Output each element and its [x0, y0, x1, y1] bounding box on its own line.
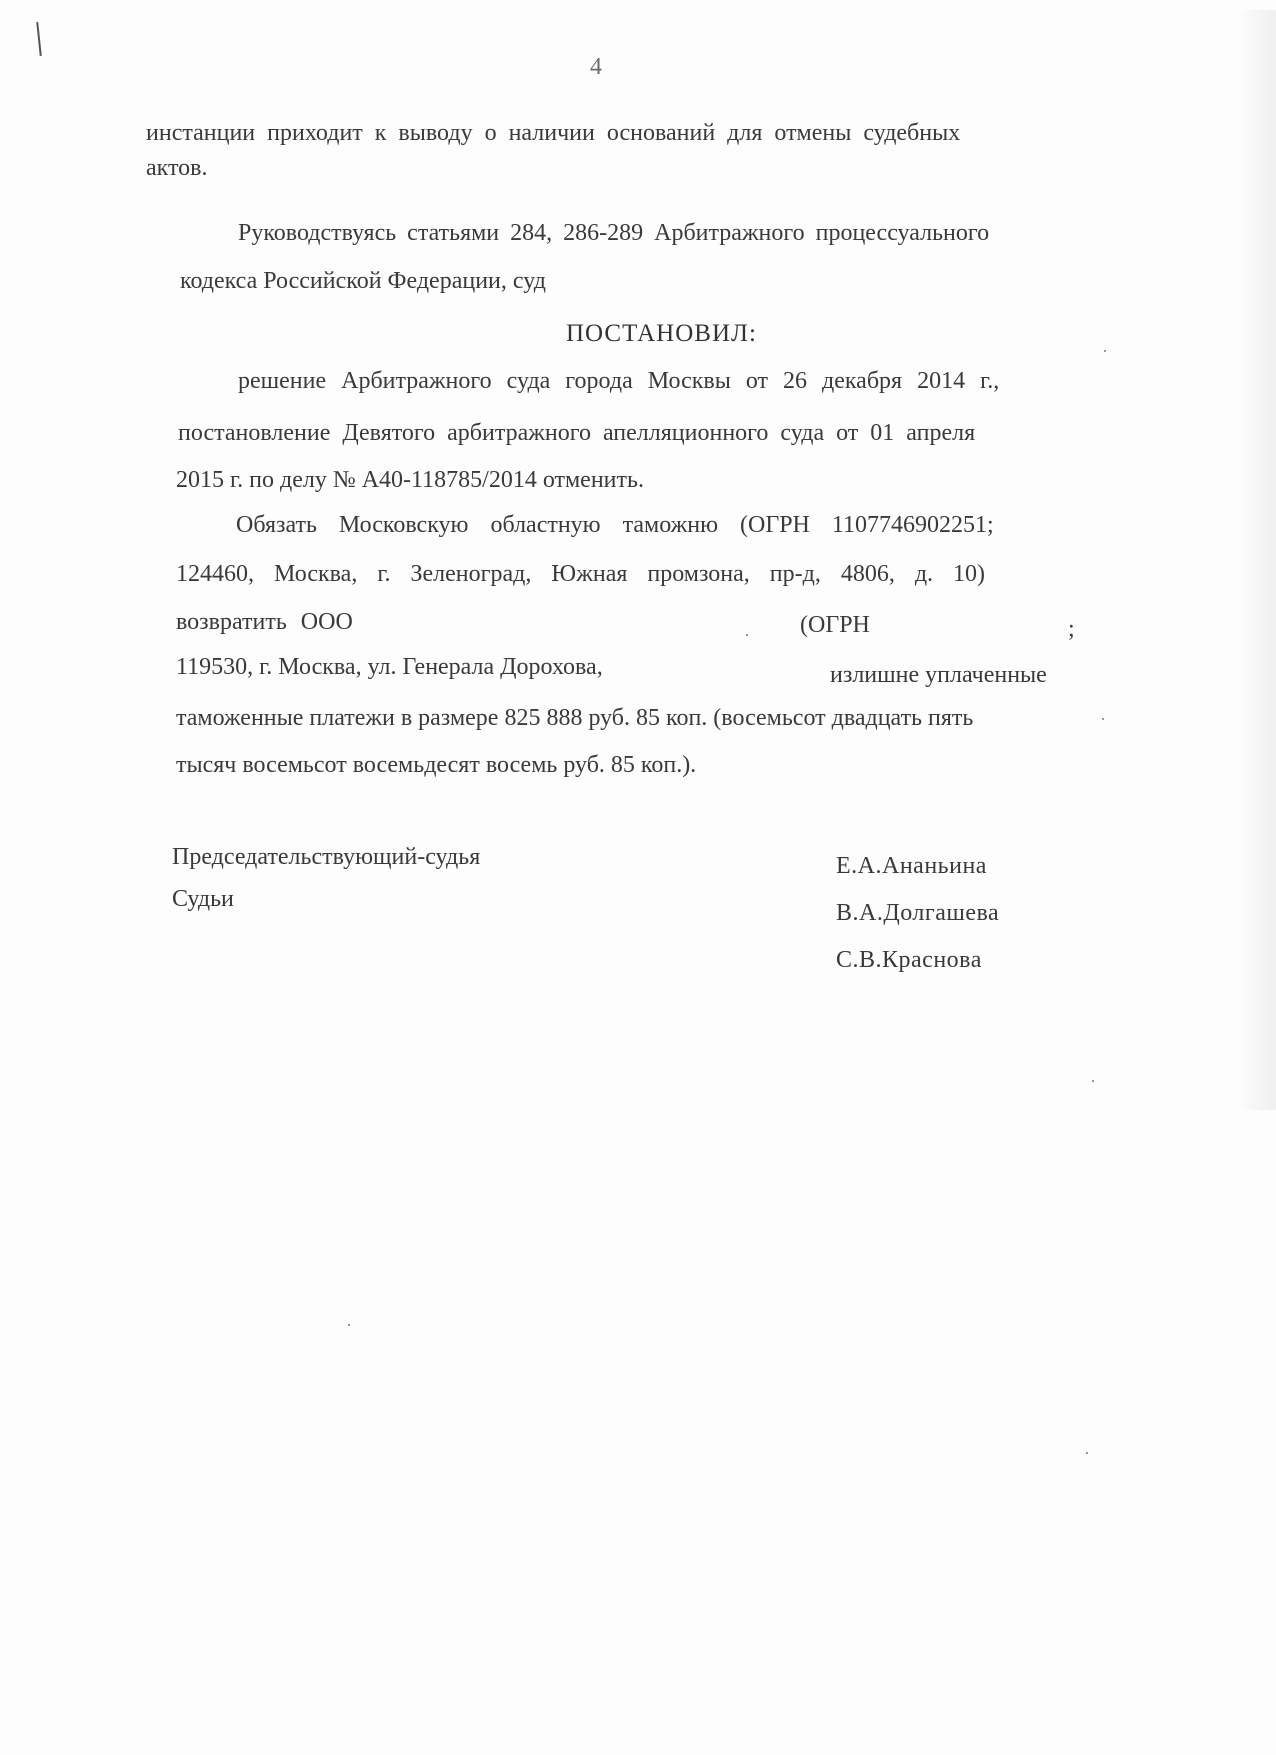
- text-line: [176, 465, 644, 495]
- text-line-content: инстанции приходит к выводу о наличии оснований для отмены судебных: [146, 120, 961, 146]
- text-line: [176, 750, 696, 780]
- text-line-content: 2015 г. по делу № А40-118785/2014 отменить.: [176, 467, 644, 493]
- page-number: 4: [590, 54, 602, 80]
- text-line: [176, 607, 353, 637]
- text-line: [176, 703, 973, 733]
- text-line-content: решение Арбитражного суда города Москвы от 26 декабря 2014 г.,: [238, 368, 1000, 394]
- judge-name: В.А.Долгашева: [836, 900, 1000, 926]
- scan-speck: [348, 1324, 350, 1326]
- scan-speck: [1086, 1452, 1088, 1454]
- judge-name: С.В.Краснова: [836, 947, 982, 973]
- text-line-content: ;: [1068, 616, 1075, 642]
- text-line-content: излишне уплаченные: [830, 662, 1047, 688]
- text-line: [1068, 614, 1075, 644]
- text-line: [146, 153, 208, 183]
- text-line: [238, 218, 989, 248]
- text-line-content: (ОГРН: [800, 612, 870, 638]
- text-line-content: постановление Девятого арбитражного апелляционного суда от 01 апреля: [178, 420, 976, 446]
- text-line: [800, 610, 870, 640]
- presiding-judge-label: Председательствующий-судья: [172, 844, 481, 870]
- text-line-content: кодекса Российской Федерации, суд: [180, 268, 546, 294]
- text-line-content: возвратить ООО: [176, 609, 353, 635]
- scan-mark: [36, 22, 42, 56]
- judges-label: Судьи: [172, 886, 234, 912]
- text-line: [176, 652, 603, 682]
- text-line: [176, 559, 985, 589]
- text-line-content: 119530, г. Москва, ул. Генерала Дорохова,: [176, 654, 603, 680]
- presiding-judge-name: Е.А.Ананьина: [836, 853, 987, 879]
- text-line-content: тысяч восемьсот восемьдесят восемь руб. 85 коп.).: [176, 752, 697, 778]
- scan-speck: [1104, 350, 1106, 352]
- text-line-content: Руководствуясь статьями 284, 286-289 Арбитражного процессуального: [238, 220, 990, 246]
- decision-heading: ПОСТАНОВИЛ:: [566, 320, 757, 347]
- scan-speck: [1092, 1080, 1094, 1082]
- scan-shadow: [1236, 10, 1276, 1110]
- text-line: [236, 510, 994, 540]
- scan-speck: [746, 634, 748, 636]
- text-line: [830, 660, 1047, 690]
- text-line-content: актов.: [146, 155, 208, 181]
- text-line: [238, 366, 999, 396]
- text-line: [180, 266, 546, 296]
- text-line-content: Обязать Московскую областную таможню (ОГРН 1107746902251;: [236, 512, 994, 538]
- scan-speck: [1102, 718, 1104, 720]
- text-line: [178, 418, 975, 448]
- text-line-content: таможенные платежи в размере 825 888 руб. 85 коп. (восемьсот двадцать пять: [176, 705, 974, 731]
- text-line: [146, 118, 1048, 148]
- text-line-content: 124460, Москва, г. Зеленоград, Южная промзона, пр-д, 4806, д. 10): [176, 561, 986, 587]
